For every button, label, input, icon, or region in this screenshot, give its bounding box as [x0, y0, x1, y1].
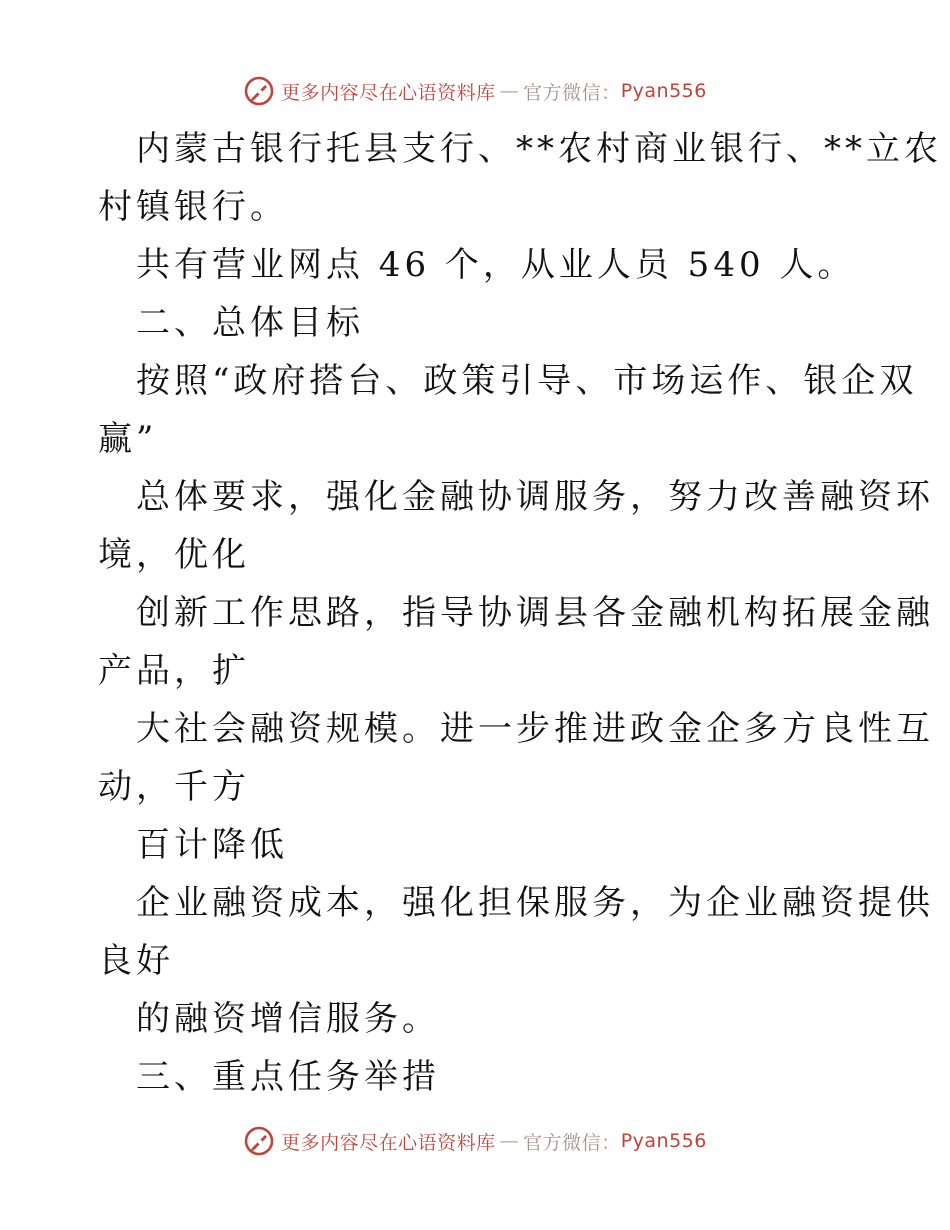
banner-main-text: 更多内容尽在心语资料库 — [281, 1131, 496, 1154]
section-heading: 三、重点任务举措 — [136, 1057, 440, 1097]
pen-logo-icon — [243, 75, 275, 107]
paragraph-line: 总体要求，强化金融协调服务，努力改善融资环 — [136, 477, 934, 517]
paragraph-line: 按照“政府搭台、政策引导、市场运作、银企双 — [136, 361, 918, 401]
banner-wechat-label: 官方微信： — [523, 1131, 621, 1154]
paragraph-line: 动，千方 — [98, 767, 250, 807]
banner-text — [281, 1128, 707, 1155]
banner-separator: — — [499, 1130, 520, 1152]
section-heading: 二、总体目标 — [136, 303, 364, 343]
document-body — [98, 120, 942, 1106]
paragraph-line: 赢” — [98, 419, 158, 459]
paragraph-line: 企业融资成本，强化担保服务，为企业融资提供 — [136, 883, 934, 923]
paragraph-line: 产品，扩 — [98, 651, 250, 691]
banner-wechat-id: Pyan556 — [620, 1130, 707, 1152]
paragraph-line: 的融资增信服务。 — [136, 999, 440, 1039]
banner-text — [281, 78, 707, 105]
banner-separator: — — [499, 80, 520, 102]
paragraph-line: 良好 — [98, 941, 174, 981]
paragraph-line: 内蒙古银行托县支行、**农村商业银行、**立农 — [136, 129, 942, 169]
paragraph-line: 百计降低 — [136, 825, 288, 865]
banner-wechat-id: Pyan556 — [620, 80, 707, 102]
paragraph-line: 境，优化 — [98, 535, 250, 575]
paragraph-line: 大社会融资规模。进一步推进政金企多方良性互 — [136, 709, 934, 749]
banner-wechat-label: 官方微信： — [523, 81, 621, 104]
banner-main-text: 更多内容尽在心语资料库 — [281, 81, 496, 104]
paragraph-line: 村镇银行。 — [98, 187, 288, 227]
header-banner — [0, 71, 950, 111]
footer-banner — [0, 1121, 950, 1161]
pen-logo-icon — [243, 1125, 275, 1157]
paragraph-line: 共有营业网点 46 个，从业人员 540 人。 — [136, 245, 856, 285]
paragraph-line: 创新工作思路，指导协调县各金融机构拓展金融 — [136, 593, 934, 633]
